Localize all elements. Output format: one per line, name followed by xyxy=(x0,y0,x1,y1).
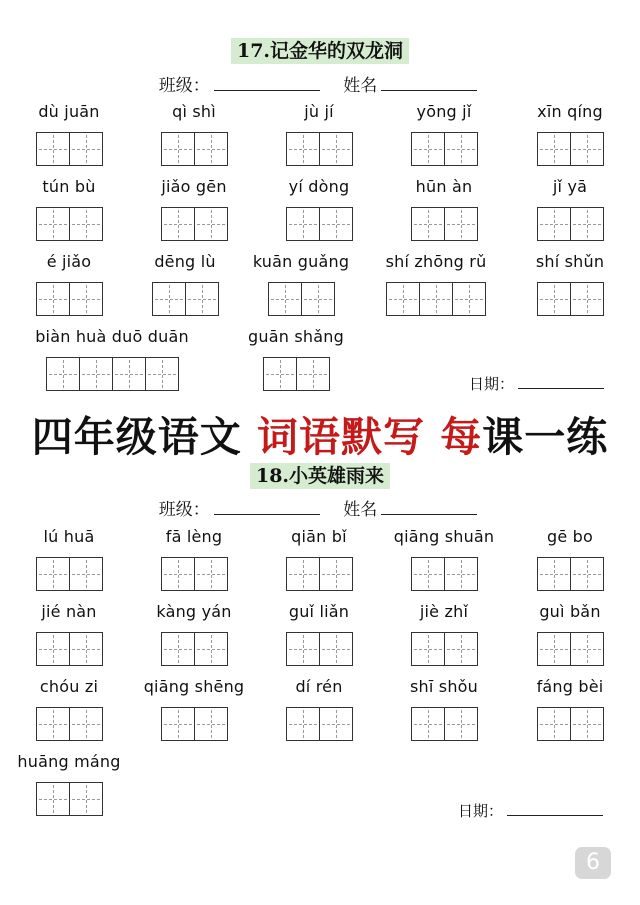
tianzige-cell[interactable] xyxy=(36,207,70,241)
tianzige-cell[interactable] xyxy=(36,282,70,316)
writing-boxes xyxy=(490,557,640,591)
tianzige-cell[interactable] xyxy=(286,632,320,666)
tianzige-cell[interactable] xyxy=(386,282,420,316)
word-item xyxy=(490,676,640,741)
tianzige-cell[interactable] xyxy=(194,557,228,591)
word-pinyin: hūn àn xyxy=(415,177,473,196)
tianzige-cell[interactable] xyxy=(537,207,571,241)
word-pinyin: xīn qíng xyxy=(537,102,603,121)
tianzige-cell[interactable] xyxy=(411,632,445,666)
tianzige-cell[interactable] xyxy=(570,632,604,666)
word-pinyin: kàng yán xyxy=(156,602,232,621)
lesson-18-title xyxy=(0,461,640,488)
word-pinyin: qiāng shēng xyxy=(143,677,245,696)
tianzige-cell[interactable] xyxy=(411,707,445,741)
word-item xyxy=(0,751,149,816)
class-label: 班级： xyxy=(158,76,210,96)
tianzige-cell[interactable] xyxy=(145,357,179,391)
writing-boxes xyxy=(0,782,149,816)
word-pinyin: shī shǒu xyxy=(409,677,478,696)
tianzige-cell[interactable] xyxy=(537,132,571,166)
banner-dictation: 词语默写 xyxy=(257,413,425,461)
tianzige-cell[interactable] xyxy=(537,707,571,741)
worksheet-banner xyxy=(0,404,640,463)
writing-boxes xyxy=(32,357,192,391)
word-pinyin: jǐ yā xyxy=(552,177,588,196)
date-field[interactable] xyxy=(518,374,604,389)
tianzige-cell[interactable] xyxy=(161,557,195,591)
word-pinyin: dēng lù xyxy=(154,252,216,271)
word-pinyin: biàn huà duō duān xyxy=(35,327,189,346)
banner-each: 每 xyxy=(440,413,483,461)
banner-lesson-practice: 课一练 xyxy=(482,413,609,461)
word-pinyin: chóu zi xyxy=(39,677,99,696)
tianzige-cell[interactable] xyxy=(36,782,70,816)
tianzige-cell[interactable] xyxy=(537,557,571,591)
word-pinyin: huāng máng xyxy=(17,752,121,771)
word-item xyxy=(490,526,640,591)
word-item xyxy=(490,101,640,166)
tianzige-cell[interactable] xyxy=(452,282,486,316)
class-field[interactable] xyxy=(214,498,320,515)
tianzige-cell[interactable] xyxy=(296,357,330,391)
writing-boxes xyxy=(216,357,376,391)
word-item xyxy=(32,326,192,391)
date-row-2 xyxy=(458,800,603,821)
word-pinyin: guān shǎng xyxy=(248,327,344,346)
class-label: 班级： xyxy=(158,500,210,520)
date-label: 日期： xyxy=(458,802,504,820)
name-label: 姓名 xyxy=(343,500,378,520)
word-pinyin: gē bo xyxy=(546,527,594,546)
date-row-1 xyxy=(469,373,604,394)
tianzige-cell[interactable] xyxy=(444,707,478,741)
writing-boxes xyxy=(490,707,640,741)
tianzige-cell[interactable] xyxy=(161,707,195,741)
word-item xyxy=(490,601,640,666)
tianzige-cell[interactable] xyxy=(444,557,478,591)
name-field[interactable] xyxy=(381,74,477,91)
tianzige-cell[interactable] xyxy=(161,132,195,166)
tianzige-cell[interactable] xyxy=(319,557,353,591)
tianzige-cell[interactable] xyxy=(69,782,103,816)
tianzige-cell[interactable] xyxy=(36,132,70,166)
tianzige-cell[interactable] xyxy=(194,707,228,741)
word-pinyin: guǐ liǎn xyxy=(288,602,350,621)
lesson-18-title-text: 18.小英雄雨来 xyxy=(250,463,390,489)
name-label: 姓名 xyxy=(343,76,378,96)
tianzige-cell[interactable] xyxy=(36,557,70,591)
date-label: 日期： xyxy=(469,375,515,393)
tianzige-cell[interactable] xyxy=(69,132,103,166)
tianzige-cell[interactable] xyxy=(69,707,103,741)
tianzige-cell[interactable] xyxy=(537,632,571,666)
word-item xyxy=(490,251,640,316)
word-pinyin: yōng jǐ xyxy=(416,102,472,121)
tianzige-cell[interactable] xyxy=(69,282,103,316)
banner-grade-subject: 四年级语文 xyxy=(31,413,242,461)
tianzige-cell[interactable] xyxy=(194,632,228,666)
word-pinyin: dí rén xyxy=(295,677,343,696)
word-pinyin: shí shǔn xyxy=(535,252,605,271)
tianzige-cell[interactable] xyxy=(286,207,320,241)
tianzige-cell[interactable] xyxy=(79,357,113,391)
tianzige-cell[interactable] xyxy=(301,282,335,316)
tianzige-cell[interactable] xyxy=(570,707,604,741)
word-pinyin: fáng bèi xyxy=(536,677,604,696)
lesson-17-title xyxy=(0,36,640,63)
student-info-row-1 xyxy=(0,71,640,96)
word-pinyin: fā lèng xyxy=(165,527,223,546)
tianzige-cell[interactable] xyxy=(185,282,219,316)
word-pinyin: jiè zhǐ xyxy=(419,602,469,621)
tianzige-cell[interactable] xyxy=(194,207,228,241)
word-item xyxy=(216,326,376,391)
tianzige-cell[interactable] xyxy=(286,707,320,741)
tianzige-cell[interactable] xyxy=(411,557,445,591)
word-pinyin: dù juān xyxy=(38,102,100,121)
tianzige-cell[interactable] xyxy=(570,132,604,166)
tianzige-cell[interactable] xyxy=(69,632,103,666)
tianzige-cell[interactable] xyxy=(444,207,478,241)
tianzige-cell[interactable] xyxy=(419,282,453,316)
writing-boxes xyxy=(490,132,640,166)
date-field[interactable] xyxy=(507,801,603,816)
writing-boxes xyxy=(490,632,640,666)
tianzige-cell[interactable] xyxy=(444,132,478,166)
tianzige-cell[interactable] xyxy=(570,557,604,591)
word-pinyin: lú huā xyxy=(43,527,95,546)
word-pinyin: tún bù xyxy=(42,177,96,196)
tianzige-cell[interactable] xyxy=(152,282,186,316)
tianzige-cell[interactable] xyxy=(194,132,228,166)
tianzige-cell[interactable] xyxy=(319,207,353,241)
tianzige-cell[interactable] xyxy=(36,632,70,666)
tianzige-cell[interactable] xyxy=(112,357,146,391)
writing-boxes xyxy=(490,282,640,316)
tianzige-cell[interactable] xyxy=(570,207,604,241)
tianzige-cell[interactable] xyxy=(161,632,195,666)
tianzige-cell[interactable] xyxy=(161,207,195,241)
tianzige-cell[interactable] xyxy=(537,282,571,316)
word-pinyin: guì bǎn xyxy=(539,602,601,621)
word-pinyin: jiǎo gēn xyxy=(161,177,227,196)
tianzige-cell[interactable] xyxy=(319,632,353,666)
tianzige-cell[interactable] xyxy=(286,132,320,166)
word-item xyxy=(490,176,640,241)
word-pinyin: é jiǎo xyxy=(46,252,92,271)
word-pinyin: qiāng shuān xyxy=(393,527,495,546)
tianzige-cell[interactable] xyxy=(444,632,478,666)
class-field[interactable] xyxy=(214,74,320,91)
tianzige-cell[interactable] xyxy=(268,282,302,316)
word-pinyin: kuān guǎng xyxy=(252,252,350,271)
tianzige-cell[interactable] xyxy=(36,707,70,741)
page-number-badge: 6 xyxy=(575,847,611,879)
tianzige-cell[interactable] xyxy=(411,207,445,241)
tianzige-cell[interactable] xyxy=(69,557,103,591)
name-field[interactable] xyxy=(381,498,477,515)
word-pinyin: jié nàn xyxy=(41,602,97,621)
tianzige-cell[interactable] xyxy=(263,357,297,391)
tianzige-cell[interactable] xyxy=(46,357,80,391)
writing-boxes xyxy=(490,207,640,241)
word-pinyin: jù jí xyxy=(304,102,334,121)
tianzige-cell[interactable] xyxy=(411,132,445,166)
tianzige-cell[interactable] xyxy=(69,207,103,241)
student-info-row-2 xyxy=(0,495,640,520)
tianzige-cell[interactable] xyxy=(570,282,604,316)
word-pinyin: qì shì xyxy=(172,102,216,121)
tianzige-cell[interactable] xyxy=(319,707,353,741)
word-pinyin: shí zhōng rǔ xyxy=(385,252,487,271)
lesson-17-title-text: 17.记金华的双龙洞 xyxy=(231,38,409,64)
tianzige-cell[interactable] xyxy=(319,132,353,166)
word-pinyin: qiān bǐ xyxy=(291,527,347,546)
word-pinyin: yí dòng xyxy=(288,177,350,196)
tianzige-cell[interactable] xyxy=(286,557,320,591)
